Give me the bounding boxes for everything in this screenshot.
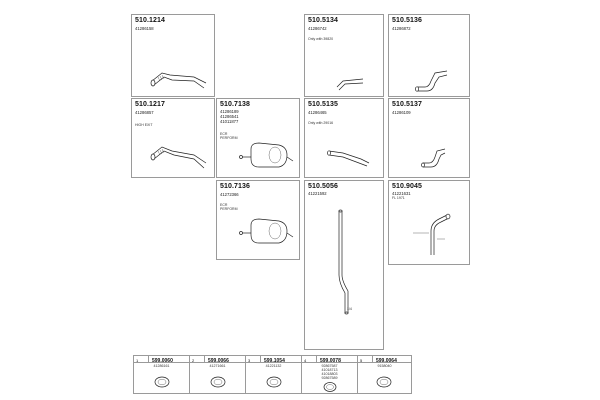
catalytic-converter-icon — [239, 213, 295, 249]
part-ref: 41221592 — [308, 191, 327, 196]
clamp-part-number: 599.0066 — [208, 357, 229, 364]
exhaust-pipe-icon — [327, 147, 371, 167]
clamp-icon — [264, 375, 284, 389]
part-ref: 41272366 — [220, 192, 239, 197]
part-ref: 41011877 — [220, 119, 239, 124]
clamp-part-number: 599.0078 — [320, 357, 341, 364]
part-note: ECR PERFORM — [220, 203, 238, 212]
part-note: Only with 39820 — [308, 37, 334, 41]
tailpipe-icon — [333, 209, 357, 329]
part-ref: 41286465 — [308, 110, 327, 115]
part-ref: 41286872 — [392, 26, 411, 31]
clamp-index: 5 — [360, 358, 363, 363]
part-box-510-1217[interactable] — [131, 98, 215, 178]
clamp-ref: 41018713 — [321, 367, 338, 372]
catalytic-converter-icon — [239, 137, 295, 173]
clamp-ref: 92867589 — [321, 375, 338, 380]
clamp-icon — [374, 375, 394, 389]
clamp-icon — [152, 375, 172, 389]
exhaust-pipe-icon — [335, 71, 365, 93]
part-box-510-5137[interactable] — [388, 98, 470, 178]
part-number: 510.5135 — [308, 101, 338, 108]
part-note: 1/4 — [347, 307, 352, 311]
part-box-510-5135[interactable] — [304, 98, 384, 178]
exhaust-pipe-icon — [150, 141, 210, 171]
part-box-510-7138[interactable] — [216, 98, 300, 178]
clamp-part-number: 599.0064 — [376, 357, 397, 364]
clamp-icon — [208, 375, 228, 389]
part-note: ECR PERFORM — [220, 132, 238, 141]
clamp-ref: 9158040 — [377, 364, 392, 368]
clamp-icon — [320, 381, 340, 393]
bent-pipe-icon — [413, 65, 453, 93]
part-number: 510.5136 — [392, 17, 422, 24]
clamp-cell[interactable] — [302, 356, 358, 393]
tailpipe-icon — [409, 211, 457, 259]
part-number: 510.7136 — [220, 183, 250, 190]
clamp-ref: 41018803 — [321, 371, 338, 376]
bent-pipe-icon — [419, 143, 449, 169]
part-ref: 41286541 — [220, 114, 239, 119]
clamp-index: 1 — [136, 358, 139, 363]
clamp-cell[interactable] — [358, 356, 411, 393]
part-number: 510.7138 — [220, 101, 250, 108]
part-box-510-1214[interactable] — [131, 14, 215, 97]
part-box-510-5136[interactable] — [388, 14, 470, 97]
part-note: FL 1971 — [392, 196, 405, 200]
part-ref: 41286158 — [135, 26, 154, 31]
clamp-ref: 41221132 — [265, 364, 282, 368]
clamp-index: 2 — [192, 358, 195, 363]
part-box-510-9045[interactable] — [388, 180, 470, 265]
clamp-ref: 41286161 — [153, 364, 170, 368]
part-number: 510.5137 — [392, 101, 422, 108]
clamp-cell[interactable] — [190, 356, 246, 393]
part-note: HIGH EXIT — [135, 123, 153, 127]
part-number: 510.1217 — [135, 101, 165, 108]
clamp-part-number: 599.0060 — [152, 357, 173, 364]
part-note: Only with 29016 — [308, 121, 334, 125]
clamp-index: 3 — [248, 358, 251, 363]
part-box-510-5134[interactable] — [304, 14, 384, 97]
clamp-ref: 92867587 — [321, 363, 338, 368]
part-number: 510.9045 — [392, 183, 422, 190]
part-box-510-5056[interactable] — [304, 180, 384, 350]
part-number: 510.5056 — [308, 183, 338, 190]
part-ref: 41221631 — [392, 191, 411, 196]
part-ref: 41286857 — [135, 110, 154, 115]
clamp-part-number: 599.1054 — [264, 357, 285, 364]
part-number: 510.1214 — [135, 17, 165, 24]
clamp-cell[interactable] — [246, 356, 302, 393]
clamp-index: 4 — [304, 358, 307, 363]
part-number: 510.5134 — [308, 17, 338, 24]
exhaust-pipe-icon — [150, 63, 210, 93]
clamp-ref: 41271661 — [209, 364, 226, 368]
part-ref: 41286109 — [392, 110, 411, 115]
clamp-cell[interactable] — [134, 356, 190, 393]
clamp-table — [133, 355, 412, 394]
part-ref: 41286189 — [220, 109, 239, 114]
part-ref: 41286742 — [308, 26, 327, 31]
part-box-510-7136[interactable] — [216, 180, 300, 260]
